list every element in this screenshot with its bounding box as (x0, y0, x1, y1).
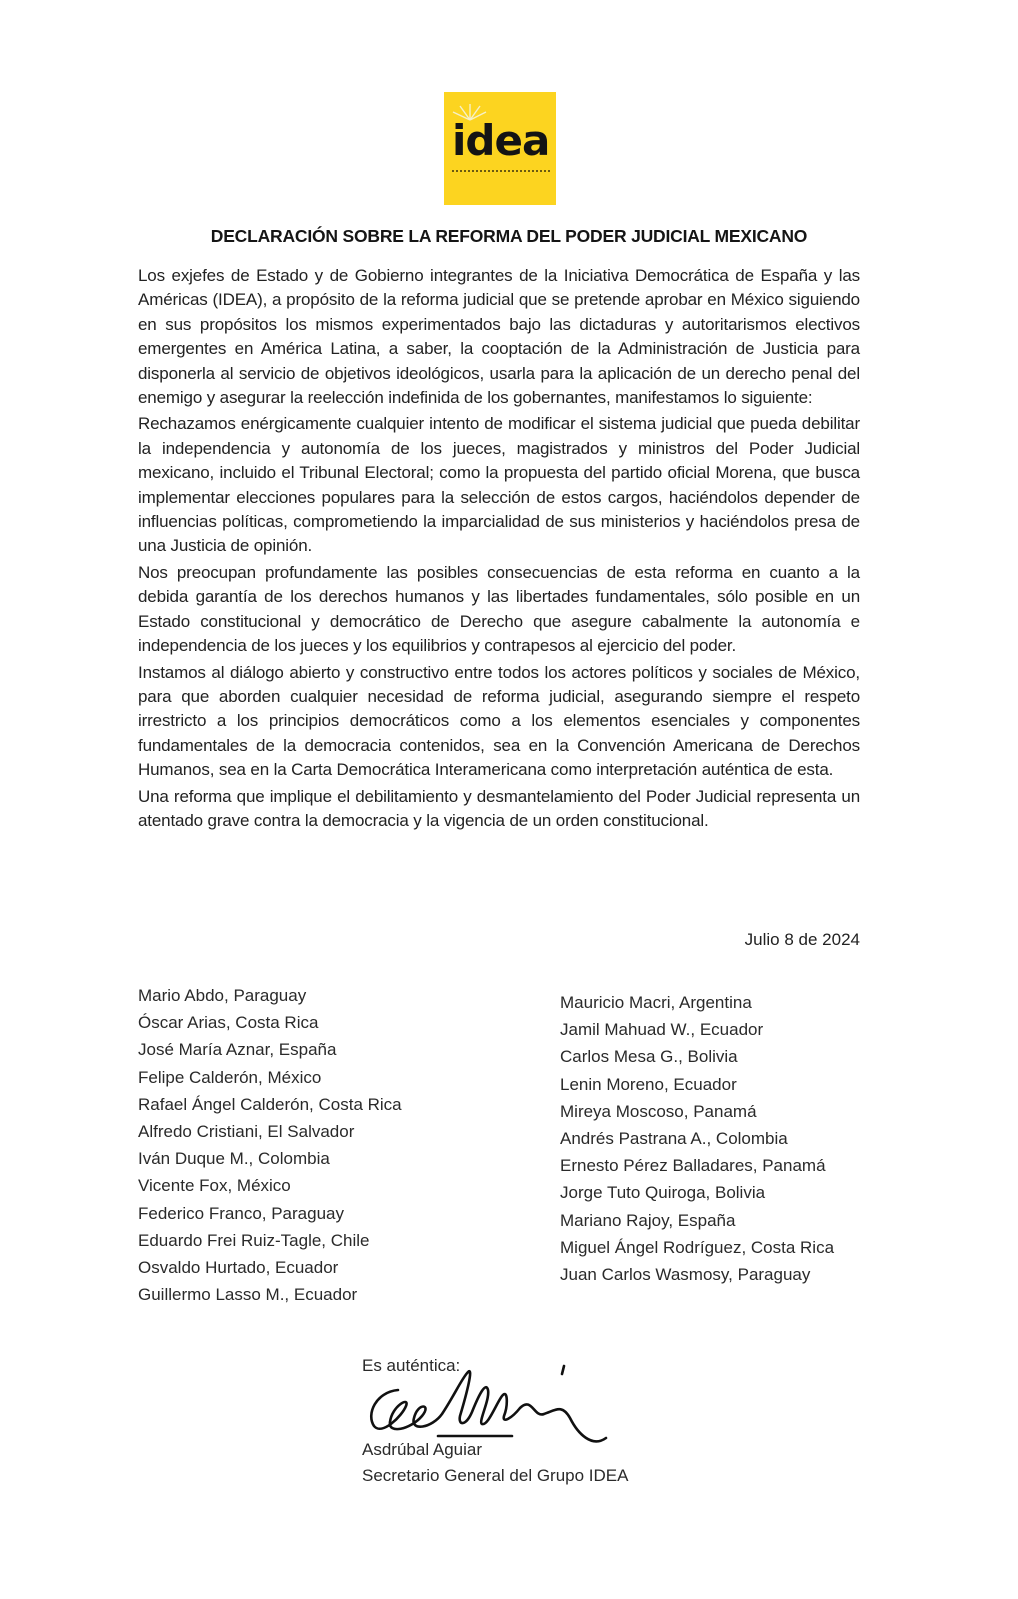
paragraph-conclusion: Una reforma que implique el debilitamiento y desmantelamiento del Poder Judicial representa un atentado grave contra la democracia y la vigencia de un orden constitucional. (138, 786, 860, 830)
signatory: Vicente Fox, México (138, 1176, 291, 1196)
signatory: Eduardo Frei Ruiz-Tagle, Chile (138, 1230, 370, 1250)
authentication-label: Es auténtica: (362, 1356, 461, 1375)
declaration-body (138, 264, 860, 835)
signatory: Ernesto Pérez Balladares, Panamá (560, 1156, 826, 1176)
paragraph-concern: Nos preocupan profundamente las posibles consecuencias de esta reforma en cuanto a la debida garantía de los derechos humanos y las libertades fundamentales, sólo posible en un Estado constitucional y democrático de Derecho que asegure cabalmente la autonomía e independencia de los jueces y los equilibrios y contrapesos al ejercicio del poder. (138, 562, 860, 656)
signatory: Mario Abdo, Paraguay (138, 986, 307, 1005)
signatories-left-column (138, 982, 402, 1308)
signatories-right-column (560, 989, 834, 1288)
signatory: Rafael Ángel Calderón, Costa Rica (138, 1094, 402, 1114)
paragraph-dialogue: Instamos al diálogo abierto y constructivo entre todos los actores políticos y sociales de México, para que aborden cualquier necesidad de reforma judicial, asegurando siempre el respeto irrestricto a los principios democráticos como a los elementos esenciales y componentes fundamentales de la democracia contenidos, sea en la Convención Americana de Derechos Humanos, sea en la Carta Democrática Interamericana como interpretación auténtica de esta. (138, 662, 860, 780)
signatory: Mauricio Macri, Argentina (560, 993, 752, 1012)
signatory: Carlos Mesa G., Bolivia (560, 1047, 738, 1067)
logo-wordmark: idea (452, 116, 550, 165)
signatory: Juan Carlos Wasmosy, Paraguay (560, 1265, 811, 1285)
signatory: Felipe Calderón, México (138, 1067, 322, 1087)
authentication-block (362, 1356, 682, 1496)
document-date: Julio 8 de 2024 (744, 930, 860, 949)
signatory: Mariano Rajoy, España (560, 1210, 736, 1230)
signatory: Iván Duque M., Colombia (138, 1149, 330, 1169)
document-title: DECLARACIÓN SOBRE LA REFORMA DEL PODER JUDICIAL MEXICANO (210, 226, 808, 246)
paragraph-intro: Los exjefes de Estado y de Gobierno integrantes de la Iniciativa Democrática de España y las Américas (IDEA), a propósito de la reforma judicial que se pretende aprobar en México siguiendo en sus propósitos los mismos experimentados bajo las dictaduras y autoritarismos electivos emergentes en América Latina, a saber, la cooptación de la Administración de Justicia para disponerla al servicio de objetivos ideológicos, usarla para la aplicación de un derecho penal del enemigo y asegurar la reelección indefinida de los gobernantes, manifestamos lo siguiente: (138, 266, 860, 408)
logo-tagline (452, 170, 550, 175)
signatory: José María Aznar, España (138, 1040, 337, 1060)
paragraph-rejection: Rechazamos enérgicamente cualquier intento de modificar el sistema judicial que pueda debilitar la independencia y autonomía de los jueces, magistrados y ministros del Poder Judicial mexicano, incluido el Tribunal Electoral; como la propuesta del partido oficial Morena, que busca implementar elecciones populares para la selección de estos cargos, haciéndolos depender de influencias políticas, comprometiendo la imparcialidad de sus ministerios y haciéndolos presa de una Justicia de opinión. (138, 414, 860, 556)
signatory: Federico Franco, Paraguay (138, 1203, 344, 1223)
signatory: Osvaldo Hurtado, Ecuador (138, 1258, 339, 1278)
signer-role: Secretario General del Grupo IDEA (362, 1466, 629, 1485)
signatory: Mireya Moscoso, Panamá (560, 1101, 757, 1121)
signatory: Andrés Pastrana A., Colombia (560, 1129, 788, 1149)
idea-logo (444, 92, 556, 205)
signer-name: Asdrúbal Aguiar (362, 1440, 483, 1459)
signatory: Guillermo Lasso M., Ecuador (138, 1285, 358, 1305)
signatory: Jorge Tuto Quiroga, Bolivia (560, 1183, 766, 1203)
signatory: Óscar Arias, Costa Rica (138, 1013, 319, 1033)
signatory: Miguel Ángel Rodríguez, Costa Rica (560, 1237, 835, 1257)
signatory: Lenin Moreno, Ecuador (560, 1074, 737, 1094)
signatory: Jamil Mahuad W., Ecuador (560, 1020, 764, 1040)
signatory: Alfredo Cristiani, El Salvador (138, 1122, 355, 1142)
